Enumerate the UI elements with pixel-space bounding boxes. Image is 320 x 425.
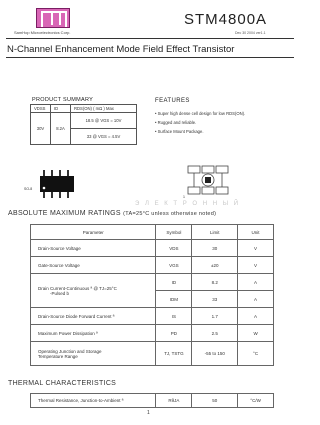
package-label: SO-8 (24, 187, 33, 191)
amr-header-parameter: Parameter (31, 225, 156, 240)
amr-header-limit: Limit (192, 225, 238, 240)
ps-header-rds: RDS(ON) ( mΩ ) Max (71, 105, 137, 113)
table-row: IDM 33 A (31, 291, 274, 308)
abs-max-title: ABSOLUTE MAXIMUM RATINGS (TA=25°C unless otherwise noted) (8, 210, 217, 217)
features-list (155, 111, 245, 138)
table-row: Maximum Power Dissipation ª PD 2.5 W (31, 325, 274, 342)
company-logo (36, 8, 70, 28)
ps-header-vdss: VDSS (31, 105, 51, 113)
so8-package-drawing (30, 165, 90, 203)
ps-rds-row-1: 18.5 @ VGS = 10V (71, 113, 137, 129)
watermark-text: Э Л Е К Т Р О Н Н Ы Й (135, 201, 241, 207)
amr-header-unit: Unit (238, 225, 274, 240)
table-row: Drain-Source Voltage VDS 30 V (31, 240, 274, 257)
feature-item: • Surface Mount Package. (155, 129, 204, 134)
product-summary-table (30, 104, 137, 145)
table-row: Thermal Resistance, Junction-to-Ambient ª RθJA 50 °C/W (31, 394, 274, 408)
ps-header-id: ID (51, 105, 71, 113)
amr-header-symbol: Symbol (156, 225, 192, 240)
logo-glyph-icon (41, 11, 67, 27)
thermal-title: THERMAL CHARACTERISTICS (8, 380, 117, 387)
thermal-table (30, 393, 274, 408)
table-row: Drain Current-Continuous ª @ TJ=25°C -Pulsed b ID 8.2 A (31, 274, 274, 291)
pinout-drawing (180, 158, 240, 202)
table-row: Gate-Source Voltage VGS ±20 V (31, 257, 274, 274)
product-summary-title: PRODUCT SUMMARY (32, 97, 94, 103)
table-row: Drain-Source Diode Forward Current ª IS 1.7 A (31, 308, 274, 325)
document-title: N-Channel Enhancement Mode Field Effect Transistor (7, 44, 235, 55)
feature-item: • Super high dense cell design for low RDS(ON). (155, 111, 246, 116)
ps-id-value: 8.2A (51, 113, 71, 145)
title-rule (6, 57, 294, 58)
ps-rds-row-2: 33 @ VGS = 4.5V (71, 129, 137, 145)
header-rule (6, 38, 294, 39)
features-title: FEATURES (155, 98, 190, 104)
abs-max-table (30, 224, 274, 366)
date-revision: Dec 30 2004 ver1.1 (235, 31, 266, 35)
page-number: 1 (147, 410, 150, 416)
feature-item: • Rugged and reliable. (155, 120, 197, 125)
part-number: STM4800A (184, 11, 268, 28)
company-name: SamHop Microelectronics Corp. (14, 30, 71, 35)
ps-vdss-value: 30V (31, 113, 51, 145)
pin-one-label: 1 (183, 195, 185, 199)
table-row: Operating Junction and Storage Temperature Range TJ, TSTG -55 to 150 °C (31, 342, 274, 366)
